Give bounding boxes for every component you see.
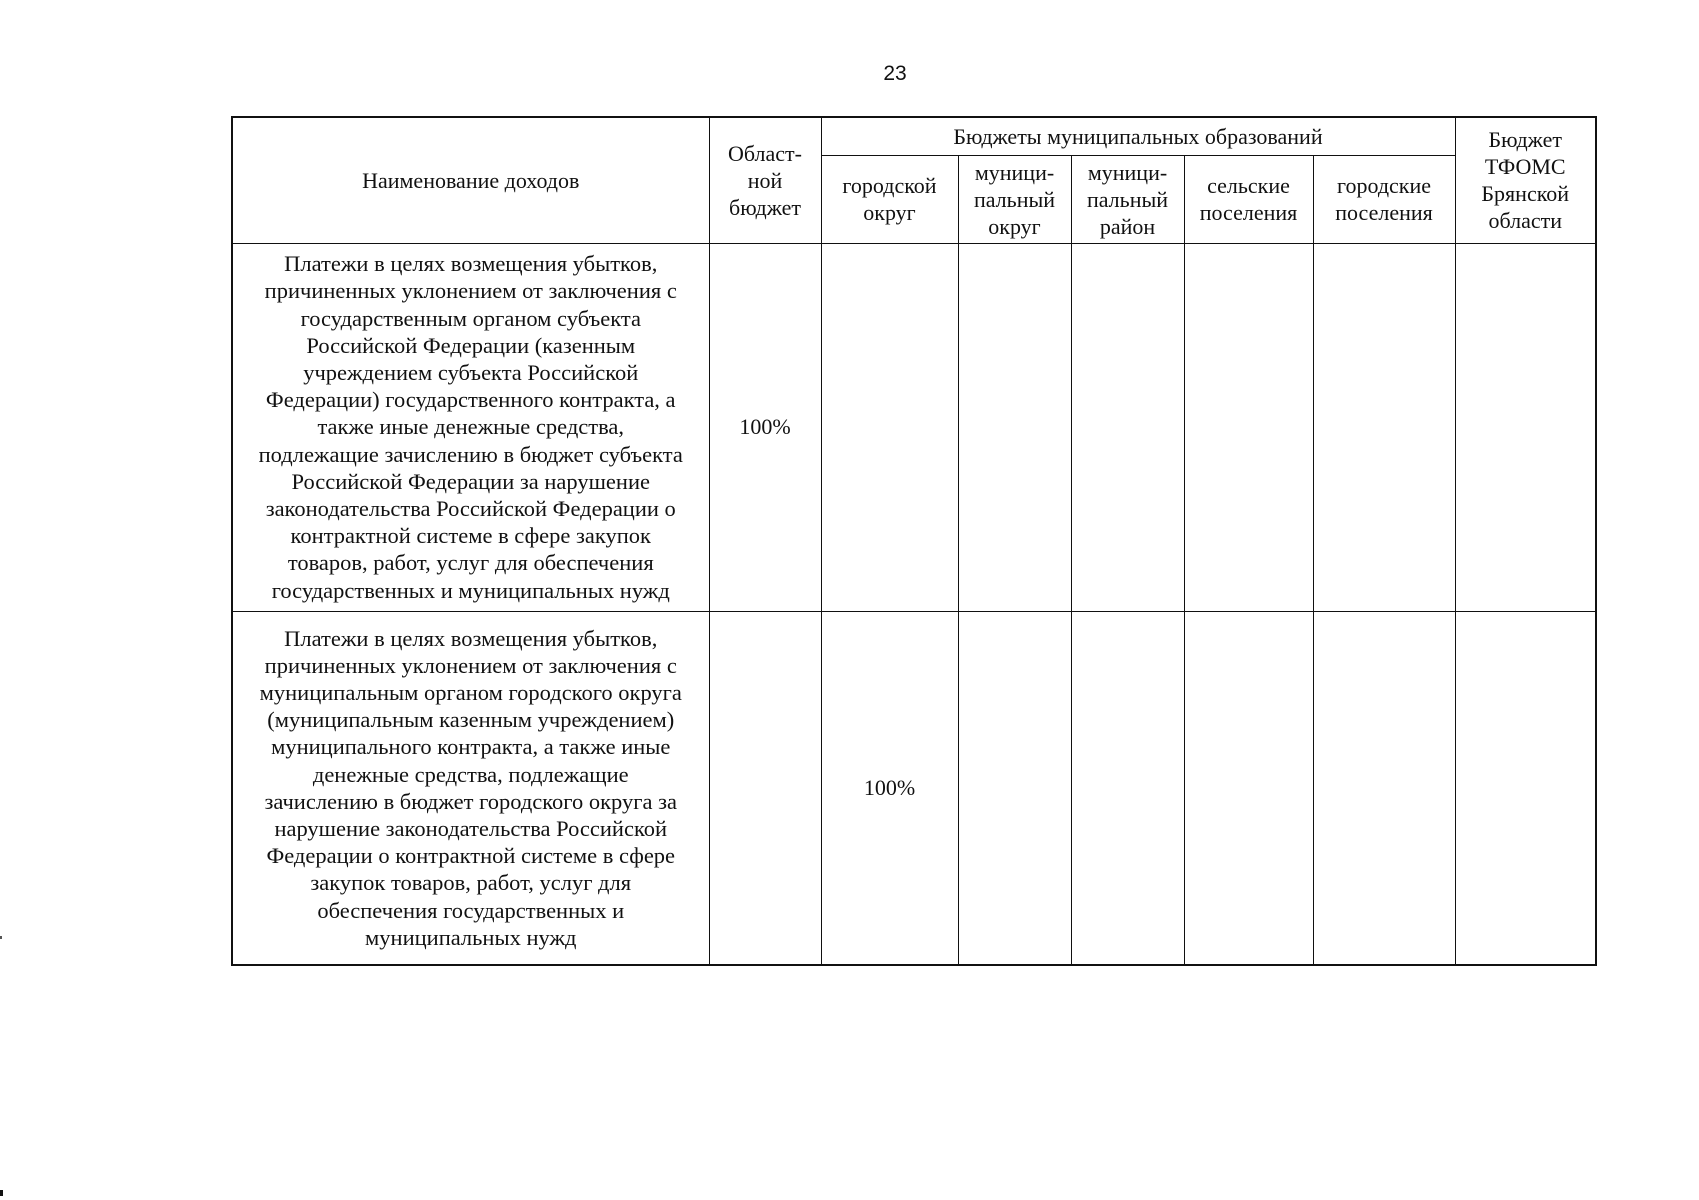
header-tfoms-budget xyxy=(1455,117,1596,243)
income-name-line: Платежи в целях возмещения убытков, xyxy=(284,251,658,277)
header-city-district xyxy=(821,155,958,243)
header-income-name xyxy=(232,117,709,243)
value-regional-budget xyxy=(709,611,821,965)
income-name-line: также иные денежные средства, xyxy=(317,414,625,440)
income-name-line: зачислению в бюджет городского округа за xyxy=(264,788,677,814)
value-tfoms-budget xyxy=(1455,611,1596,965)
header-rural-settlements-label: сельские поселения xyxy=(1199,173,1298,225)
income-name-line: денежные средства, подлежащие xyxy=(312,761,629,787)
income-name-line: подлежащие зачислению в бюджет субъекта xyxy=(258,441,683,467)
income-name-line: обеспечения государственных и xyxy=(317,897,625,923)
value-regional-budget: 100% xyxy=(709,243,821,611)
header-city-district-label: городской округ xyxy=(842,173,937,225)
income-name-line: законодательства Российской Федерации о xyxy=(265,496,676,521)
income-distribution-table xyxy=(231,116,1597,966)
income-name-line: закупок товаров, работ, услуг для xyxy=(310,870,632,896)
value-city-district: 100% xyxy=(821,611,958,965)
income-name-line: контрактной системе в сфере закупок xyxy=(290,523,651,549)
header-rural-settlements xyxy=(1184,155,1313,243)
income-name-line: причиненных уклонением от заключения с xyxy=(264,652,677,678)
income-name-line: причиненных уклонением от заключения с xyxy=(264,278,677,304)
income-name-line: Российской Федерации за нарушение xyxy=(291,468,650,494)
header-municipal-budgets xyxy=(821,117,1455,155)
header-regional-budget xyxy=(709,117,821,243)
income-name-line: товаров, работ, услуг для обеспечения xyxy=(287,550,654,576)
header-municipal-district-label: муници- пальный район xyxy=(1086,159,1169,239)
header-municipal-budgets-label: Бюджеты муниципальных образований xyxy=(953,123,1323,149)
value-city-district xyxy=(821,243,958,611)
income-name-cell xyxy=(232,243,709,611)
income-name-line: Российской Федерации (казенным xyxy=(306,332,636,358)
header-municipal-district xyxy=(1071,155,1184,243)
table-row xyxy=(232,243,1596,611)
value-tfoms-budget xyxy=(1455,243,1596,611)
income-name-cell xyxy=(232,611,709,965)
income-name-line: муниципального контракта, а также иные xyxy=(271,734,671,760)
scan-artifact xyxy=(0,936,2,939)
header-urban-settlements-label: городские поселения xyxy=(1335,173,1433,225)
table-row xyxy=(232,611,1596,965)
value-rural-settlements xyxy=(1184,611,1313,965)
income-name-line: муниципальных нужд xyxy=(365,924,577,950)
income-name-line: нарушение законодательства Российской xyxy=(274,815,668,841)
income-name-line: учреждением субъекта Российской xyxy=(303,359,639,385)
scan-artifact xyxy=(0,1190,3,1196)
header-municipal-okrug xyxy=(958,155,1071,243)
page-number: 23 xyxy=(883,62,907,85)
value-rural-settlements xyxy=(1184,243,1313,611)
income-name-line: (муниципальным казенным учреждением) xyxy=(267,707,675,733)
income-name-line: муниципальным органом городского округа xyxy=(259,679,682,705)
header-municipal-okrug-label: муници- пальный округ xyxy=(973,159,1056,239)
value-municipal-district xyxy=(1071,243,1184,611)
value-municipal-okrug xyxy=(958,243,1071,611)
income-name-line: государственных и муниципальных нужд xyxy=(271,577,670,603)
value-municipal-district xyxy=(1071,611,1184,965)
income-name-line: Федерации о контрактной системе в сфере xyxy=(266,843,676,869)
header-urban-settlements xyxy=(1313,155,1455,243)
header-regional-budget-label: Област- ной бюджет xyxy=(728,140,802,220)
income-name-line: государственным органом субъекта xyxy=(300,305,641,331)
value-municipal-okrug xyxy=(958,611,1071,965)
value-urban-settlements xyxy=(1313,243,1455,611)
income-name-line: Федерации) государственного контракта, а xyxy=(265,387,676,413)
header-tfoms-budget-label: Бюджет ТФОМС Брянской области xyxy=(1481,127,1570,234)
value-urban-settlements xyxy=(1313,611,1455,965)
header-income-name-label: Наименование доходов xyxy=(362,167,580,193)
income-name-line: Платежи в целях возмещения убытков, xyxy=(284,625,658,651)
